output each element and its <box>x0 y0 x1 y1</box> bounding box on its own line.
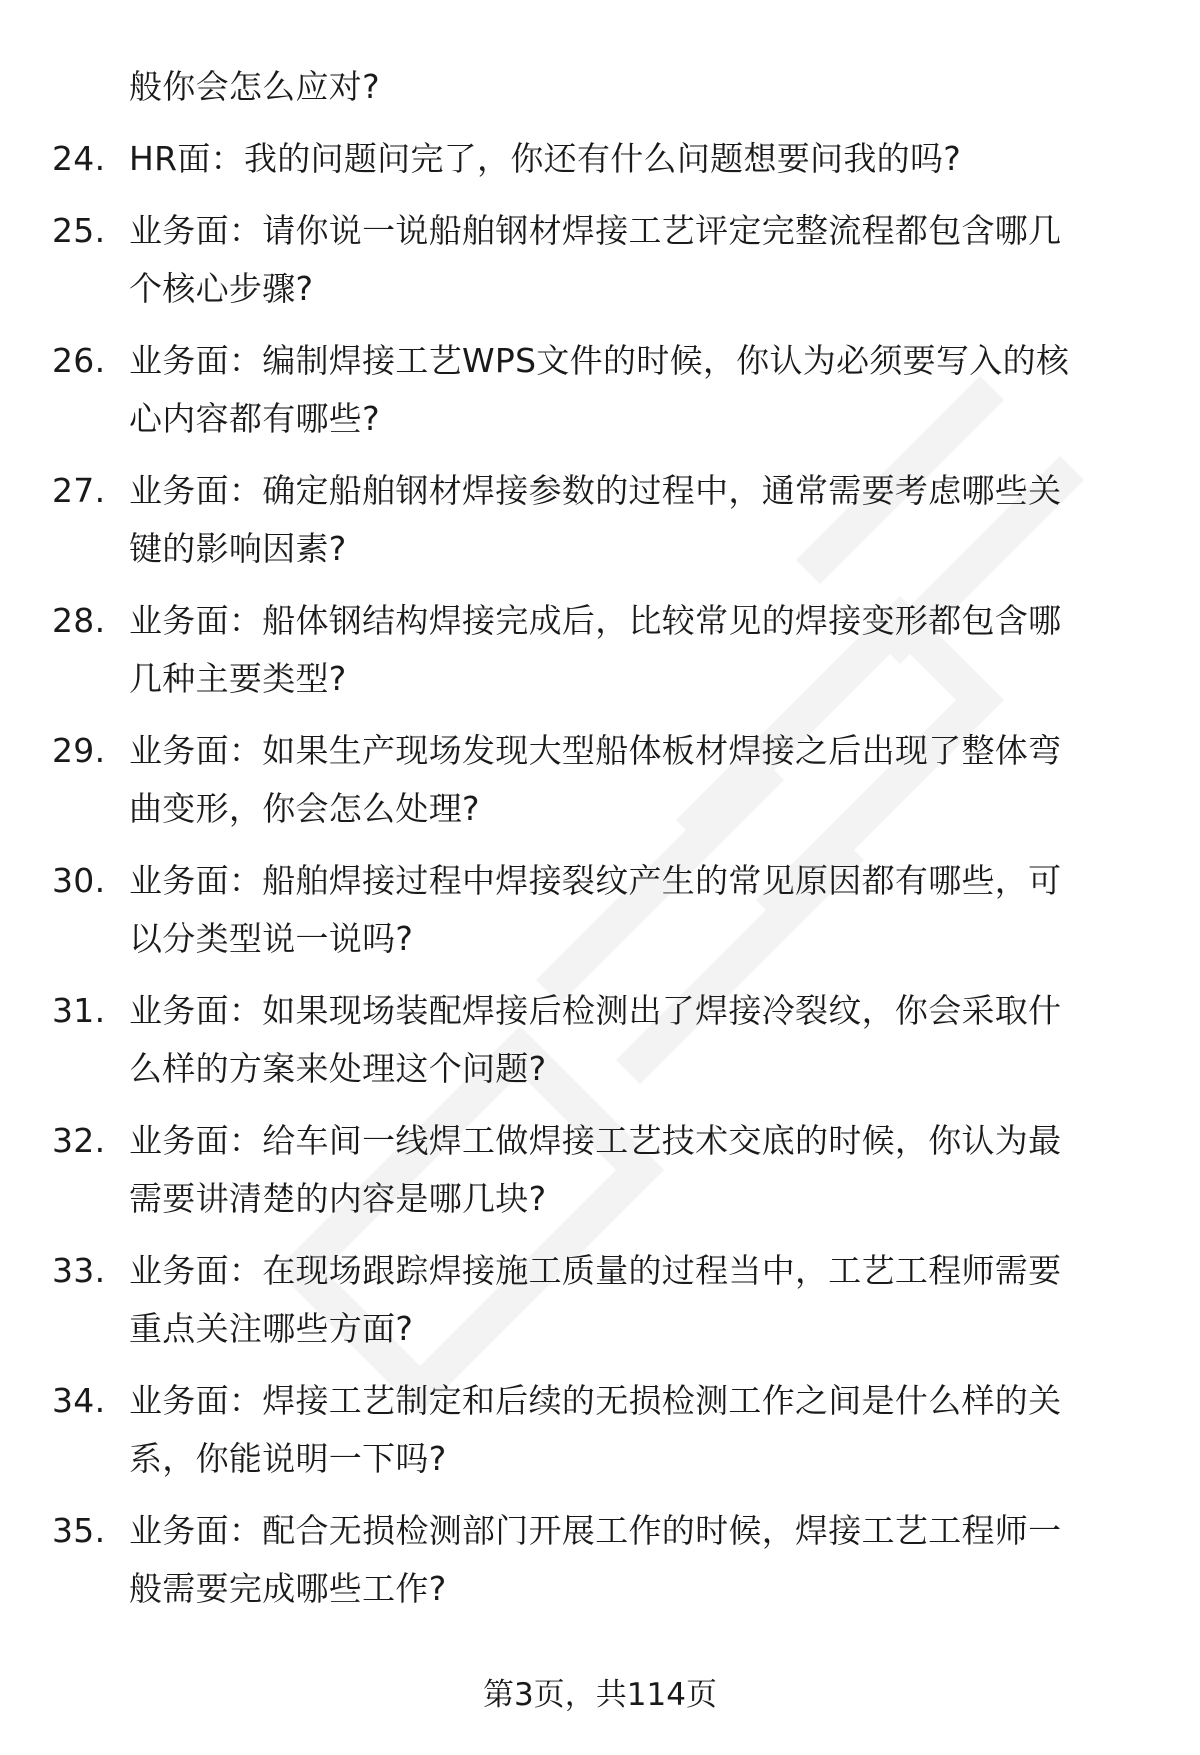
question-item <box>0 130 1200 188</box>
question-number: 33. <box>52 1251 106 1290</box>
question-text: 业务面：如果现场装配焊接后检测出了焊接冷裂纹，你会采取什 么样的方案来处理这个问题? <box>129 991 1062 1088</box>
question-list-region <box>0 58 1200 1618</box>
question-text: 业务面：焊接工艺制定和后续的无损检测工作之间是什么样的关 系，你能说明一下吗? <box>129 1381 1062 1478</box>
question-number: 26. <box>52 341 106 380</box>
question-number: 24. <box>52 139 106 178</box>
question-number: 34. <box>52 1381 106 1420</box>
question-text: 业务面：在现场跟踪焊接施工质量的过程当中，工艺工程师需要 重点关注哪些方面? <box>129 1251 1062 1348</box>
question-text: 业务面：编制焊接工艺WPS文件的时候，你认为必须要写入的核 心内容都有哪些? <box>129 341 1070 438</box>
question-text: 业务面：船体钢结构焊接完成后，比较常见的焊接变形都包含哪 几种主要类型? <box>129 601 1062 698</box>
question-number: 30. <box>52 861 106 900</box>
question-number: 29. <box>52 731 106 770</box>
question-item <box>0 1502 1200 1618</box>
question-number: 28. <box>52 601 106 640</box>
question-text: 业务面：确定船舶钢材焊接参数的过程中，通常需要考虑哪些关 键的影响因素? <box>129 471 1062 568</box>
question-item <box>0 722 1200 838</box>
question-text: 业务面：船舶焊接过程中焊接裂纹产生的常见原因都有哪些，可 以分类型说一说吗? <box>129 861 1062 958</box>
question-list <box>0 130 1200 1618</box>
question-number: 27. <box>52 471 106 510</box>
question-item <box>0 982 1200 1098</box>
question-item <box>0 1112 1200 1228</box>
question-number: 25. <box>52 211 106 250</box>
question-text: 业务面：给车间一线焊工做焊接工艺技术交底的时候，你认为最 需要讲清楚的内容是哪几块? <box>129 1121 1062 1218</box>
question-item <box>0 462 1200 578</box>
question-number: 32. <box>52 1121 106 1160</box>
question-item <box>0 202 1200 318</box>
question-item <box>0 592 1200 708</box>
question-item <box>0 1242 1200 1358</box>
question-item <box>0 1372 1200 1488</box>
question-number: 31. <box>52 991 106 1030</box>
question-text: 业务面：请你说一说船舶钢材焊接工艺评定完整流程都包含哪几 个核心步骤? <box>129 211 1062 308</box>
question-number: 35. <box>52 1511 106 1550</box>
question-text: HR面：我的问题问完了，你还有什么问题想要问我的吗? <box>129 139 962 178</box>
question-text: 业务面：配合无损检测部门开展工作的时候，焊接工艺工程师一 般需要完成哪些工作? <box>129 1511 1062 1608</box>
question-text: 业务面：如果生产现场发现大型船体板材焊接之后出现了整体弯 曲变形，你会怎么处理? <box>129 731 1062 828</box>
question-item <box>0 852 1200 968</box>
page-footer: 第3页，共114页 <box>483 1677 717 1713</box>
question-item <box>0 332 1200 448</box>
continued-question-text: 般你会怎么应对? <box>129 67 380 106</box>
